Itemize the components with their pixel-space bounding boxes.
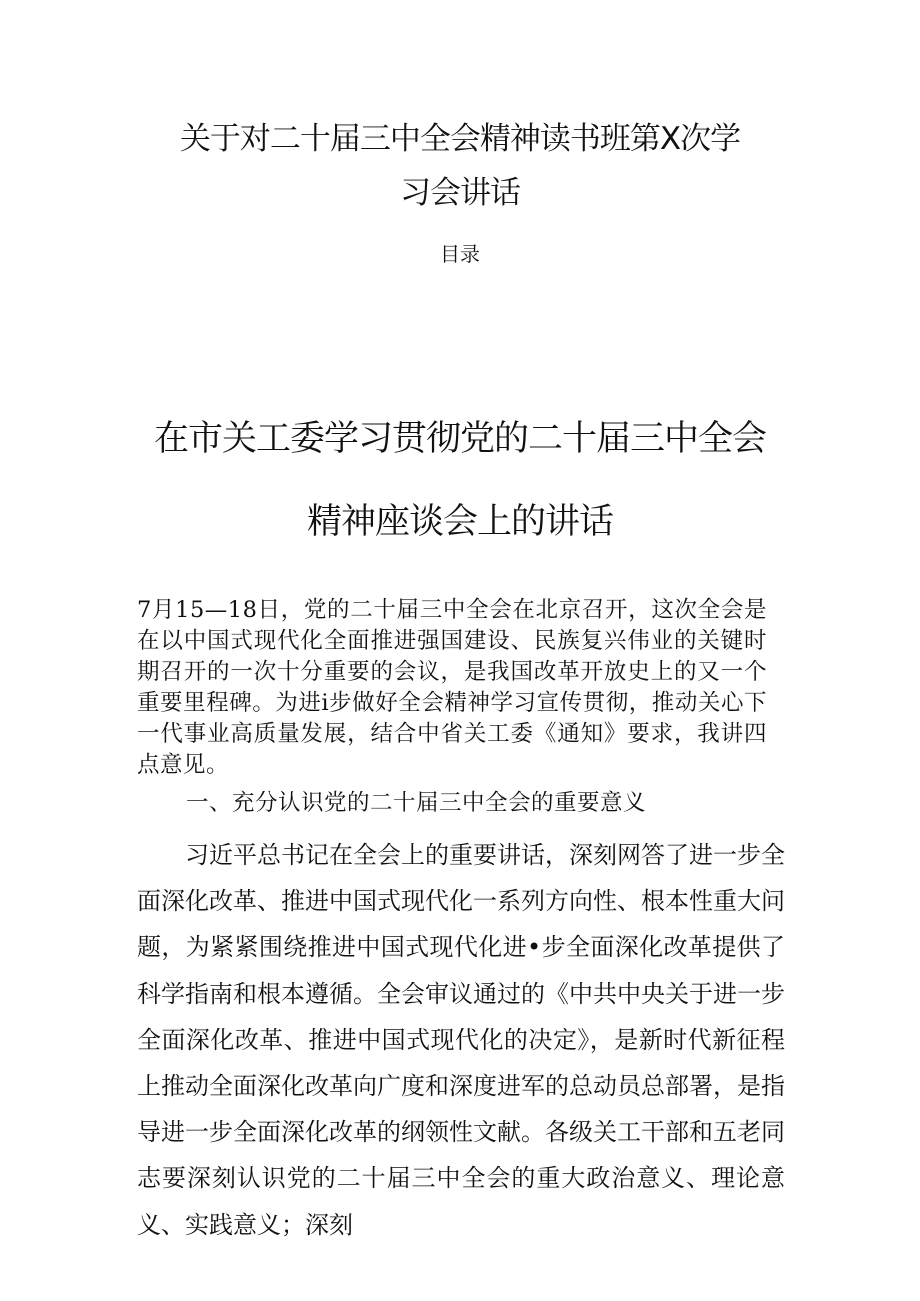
document-title-line1: 关于对二十届三中全会精神读书班第X次学 — [179, 121, 741, 157]
document-title-line2: 习会讲话 — [400, 175, 520, 211]
intro-paragraph: 7月15—18日，党的二十届三中全会在北京召开，这次全会是在以中国式现代化全面推进强国建设、民族复兴伟业的关键时期召开的一次十分重要的会议，是我国改革开放史上的又一个重要里程碑。为进i步做好全会精神学习宣传贯彻，推动关心下一代事业高质量发展，结合中省关工委《通知》要求，我讲四点意见。 — [137, 597, 767, 778]
body-paragraph: 习近平总书记在全会上的重要讲话，深刻网答了进一步全面深化改革、推进中国式现代化一系列方向性、根本性重大问题，为紧紧围绕推进中国式现代化进•步全面深化改革提供了科学指南和根本遵循。全会审议通过的《中共中央关于进一步全面深化改革、推进中国式现代化的决定》，是新时代新征程上推动全面深化改革向广度和深度进军的总动员总部署，是指导进一步全面深化改革的纲领性文献。各级关工干部和五老同志要深刻认识党的二十届三中全会的重大政治意义、理论意义、实践意义；深刻 — [137, 841, 785, 1239]
toc-heading: 目录 — [440, 242, 480, 266]
speech-title-line2: 精神座谈会上的讲话 — [306, 502, 613, 542]
section-heading: 一、充分认识党的二十届三中全会的重要意义 — [186, 790, 647, 816]
document-title — [0, 112, 920, 220]
speech-title-line1: 在市关工委学习贯彻党的二十届三中全会 — [153, 419, 766, 459]
